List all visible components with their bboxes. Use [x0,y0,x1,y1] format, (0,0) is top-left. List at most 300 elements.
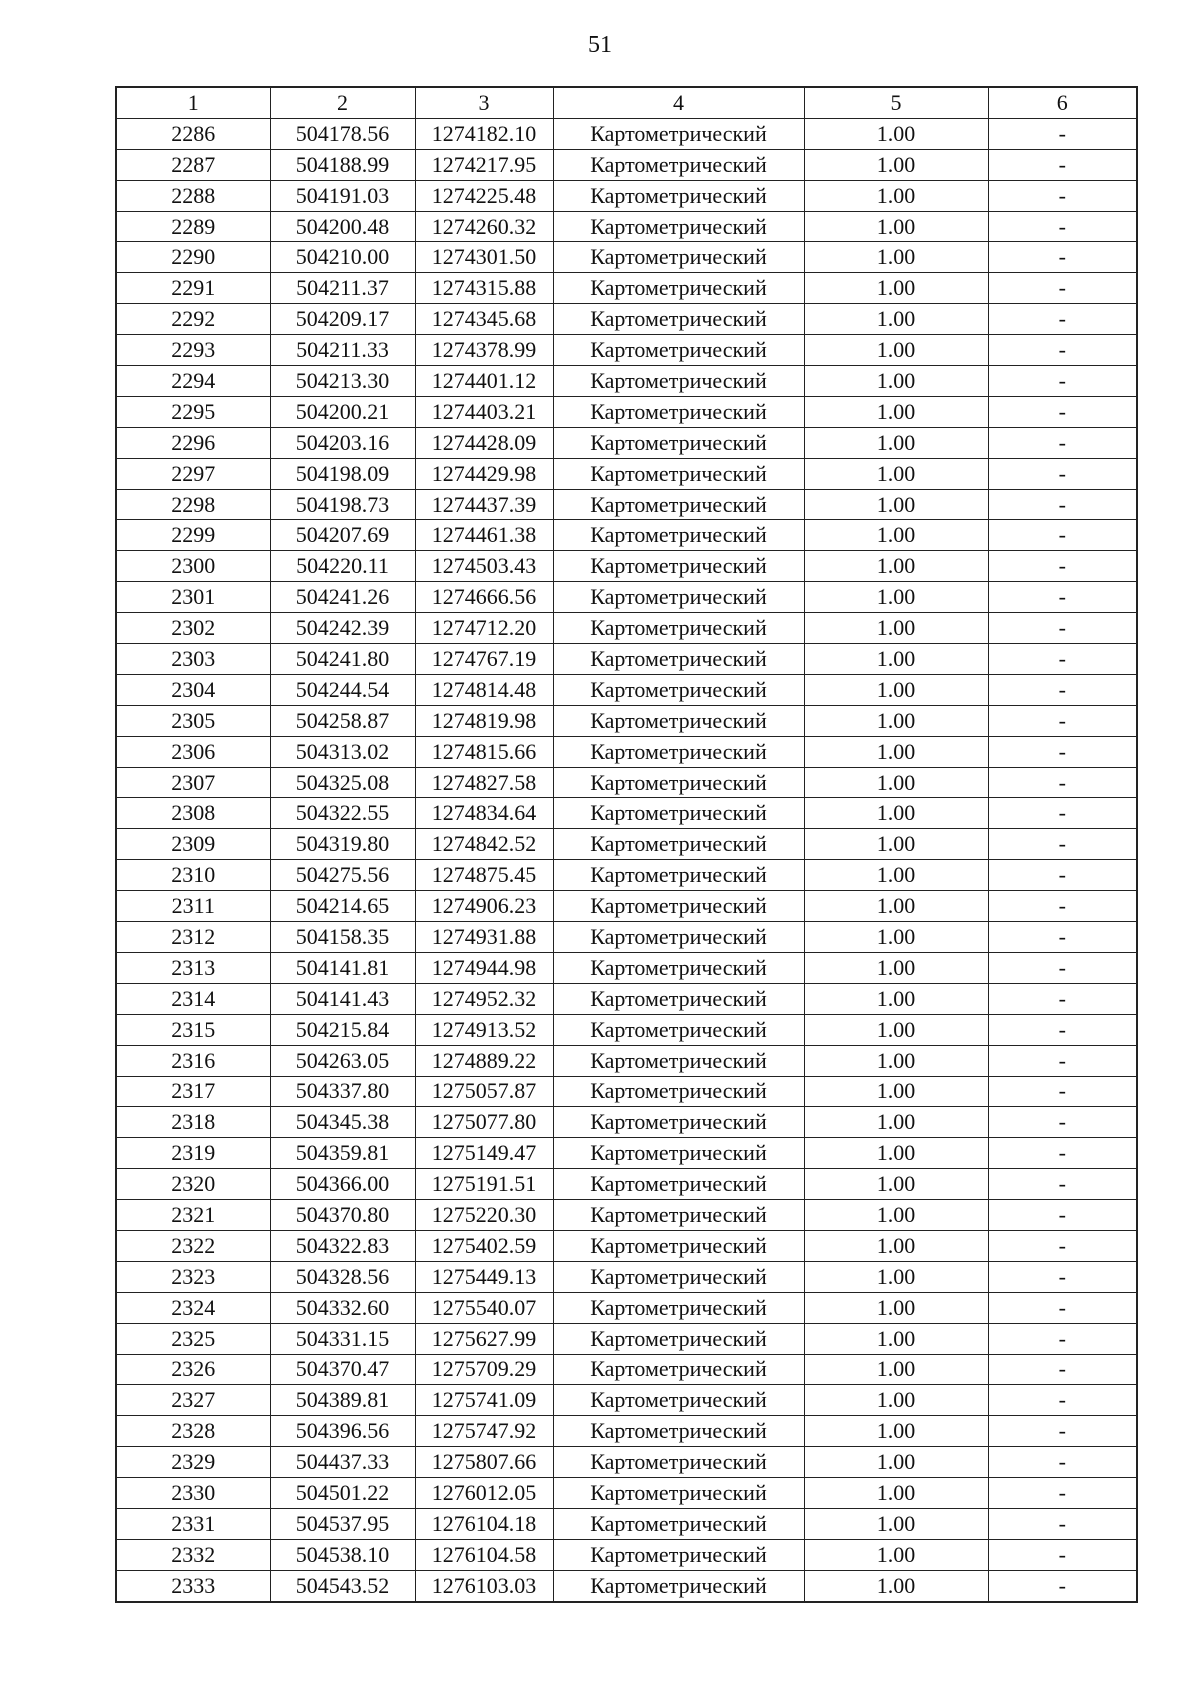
accuracy-cell: 1.00 [804,1230,988,1261]
table-row [116,242,1137,273]
method-cell: Картометрический [553,1076,804,1107]
accuracy-cell: 1.00 [804,1354,988,1385]
description-cell: - [988,922,1137,953]
method-cell: Картометрический [553,1570,804,1601]
description-cell: - [988,520,1137,551]
point-number-cell: 2316 [116,1045,270,1076]
method-cell: Картометрический [553,705,804,736]
description-cell: - [988,427,1137,458]
y-coordinate-cell: 1275220.30 [415,1200,553,1231]
x-coordinate-cell: 504345.38 [270,1107,415,1138]
method-cell: Картометрический [553,983,804,1014]
point-number-cell: 2302 [116,613,270,644]
point-number-cell: 2327 [116,1385,270,1416]
table-row [116,674,1137,705]
point-number-cell: 2293 [116,335,270,366]
point-number-cell: 2311 [116,891,270,922]
accuracy-cell: 1.00 [804,1447,988,1478]
x-coordinate-cell: 504244.54 [270,674,415,705]
table-row [116,335,1137,366]
x-coordinate-cell: 504220.11 [270,551,415,582]
accuracy-cell: 1.00 [804,613,988,644]
accuracy-cell: 1.00 [804,273,988,304]
table-row [116,1385,1137,1416]
method-cell: Картометрический [553,798,804,829]
method-cell: Картометрический [553,304,804,335]
y-coordinate-cell: 1274842.52 [415,829,553,860]
description-cell: - [988,1169,1137,1200]
x-coordinate-cell: 504359.81 [270,1138,415,1169]
table-row [116,1076,1137,1107]
point-number-cell: 2326 [116,1354,270,1385]
point-number-cell: 2305 [116,705,270,736]
accuracy-cell: 1.00 [804,1138,988,1169]
y-coordinate-cell: 1274906.23 [415,891,553,922]
y-coordinate-cell: 1274260.32 [415,211,553,242]
description-cell: - [988,891,1137,922]
table-row [116,1570,1137,1601]
description-cell: - [988,242,1137,273]
x-coordinate-cell: 504211.33 [270,335,415,366]
accuracy-cell: 1.00 [804,1416,988,1447]
method-cell: Картометрический [553,427,804,458]
table-row [116,304,1137,335]
description-cell: - [988,674,1137,705]
point-number-cell: 2325 [116,1323,270,1354]
table-row [116,1416,1137,1447]
method-cell: Картометрический [553,1014,804,1045]
point-number-cell: 2314 [116,983,270,1014]
x-coordinate-cell: 504322.83 [270,1230,415,1261]
accuracy-cell: 1.00 [804,1478,988,1509]
x-coordinate-cell: 504141.81 [270,952,415,983]
method-cell: Картометрический [553,1169,804,1200]
table-row [116,427,1137,458]
table-row [116,829,1137,860]
accuracy-cell: 1.00 [804,1261,988,1292]
y-coordinate-cell: 1274875.45 [415,860,553,891]
accuracy-cell: 1.00 [804,520,988,551]
point-number-cell: 2301 [116,582,270,613]
accuracy-cell: 1.00 [804,952,988,983]
header-row [116,87,1137,118]
y-coordinate-cell: 1274666.56 [415,582,553,613]
point-number-cell: 2303 [116,644,270,675]
y-coordinate-cell: 1274301.50 [415,242,553,273]
accuracy-cell: 1.00 [804,118,988,149]
point-number-cell: 2290 [116,242,270,273]
table-row [116,273,1137,304]
accuracy-cell: 1.00 [804,211,988,242]
description-cell: - [988,613,1137,644]
table-row [116,1508,1137,1539]
point-number-cell: 2300 [116,551,270,582]
point-number-cell: 2296 [116,427,270,458]
table-row [116,1354,1137,1385]
method-cell: Картометрический [553,458,804,489]
table-row [116,396,1137,427]
y-coordinate-cell: 1274428.09 [415,427,553,458]
point-number-cell: 2308 [116,798,270,829]
y-coordinate-cell: 1275627.99 [415,1323,553,1354]
y-coordinate-cell: 1274437.39 [415,489,553,520]
description-cell: - [988,396,1137,427]
accuracy-cell: 1.00 [804,1014,988,1045]
description-cell: - [988,1416,1137,1447]
y-coordinate-cell: 1276104.18 [415,1508,553,1539]
accuracy-cell: 1.00 [804,829,988,860]
accuracy-cell: 1.00 [804,674,988,705]
description-cell: - [988,1261,1137,1292]
description-cell: - [988,1478,1137,1509]
y-coordinate-cell: 1274944.98 [415,952,553,983]
y-coordinate-cell: 1275709.29 [415,1354,553,1385]
point-number-cell: 2329 [116,1447,270,1478]
point-number-cell: 2315 [116,1014,270,1045]
x-coordinate-cell: 504313.02 [270,736,415,767]
x-coordinate-cell: 504242.39 [270,613,415,644]
x-coordinate-cell: 504543.52 [270,1570,415,1601]
description-cell: - [988,1539,1137,1570]
header-cell-5: 5 [804,87,988,118]
y-coordinate-cell: 1274345.68 [415,304,553,335]
accuracy-cell: 1.00 [804,1200,988,1231]
method-cell: Картометрический [553,366,804,397]
x-coordinate-cell: 504437.33 [270,1447,415,1478]
description-cell: - [988,489,1137,520]
table-row [116,922,1137,953]
table-row [116,1478,1137,1509]
method-cell: Картометрический [553,273,804,304]
y-coordinate-cell: 1274814.48 [415,674,553,705]
point-number-cell: 2309 [116,829,270,860]
description-cell: - [988,551,1137,582]
x-coordinate-cell: 504322.55 [270,798,415,829]
method-cell: Картометрический [553,644,804,675]
point-number-cell: 2324 [116,1292,270,1323]
point-number-cell: 2313 [116,952,270,983]
x-coordinate-cell: 504366.00 [270,1169,415,1200]
x-coordinate-cell: 504258.87 [270,705,415,736]
table-row [116,983,1137,1014]
method-cell: Картометрический [553,551,804,582]
table-row [116,613,1137,644]
x-coordinate-cell: 504389.81 [270,1385,415,1416]
x-coordinate-cell: 504141.43 [270,983,415,1014]
accuracy-cell: 1.00 [804,983,988,1014]
accuracy-cell: 1.00 [804,705,988,736]
description-cell: - [988,582,1137,613]
method-cell: Картометрический [553,1107,804,1138]
x-coordinate-cell: 504191.03 [270,180,415,211]
description-cell: - [988,1292,1137,1323]
x-coordinate-cell: 504396.56 [270,1416,415,1447]
point-number-cell: 2297 [116,458,270,489]
method-cell: Картометрический [553,211,804,242]
point-number-cell: 2289 [116,211,270,242]
table-row [116,1014,1137,1045]
method-cell: Картометрический [553,1539,804,1570]
y-coordinate-cell: 1276103.03 [415,1570,553,1601]
x-coordinate-cell: 504178.56 [270,118,415,149]
description-cell: - [988,366,1137,397]
accuracy-cell: 1.00 [804,1076,988,1107]
table-row [116,798,1137,829]
table-row [116,1539,1137,1570]
table-row [116,1045,1137,1076]
description-cell: - [988,1200,1137,1231]
description-cell: - [988,1447,1137,1478]
point-number-cell: 2291 [116,273,270,304]
y-coordinate-cell: 1274378.99 [415,335,553,366]
description-cell: - [988,644,1137,675]
point-number-cell: 2304 [116,674,270,705]
table-row [116,582,1137,613]
description-cell: - [988,798,1137,829]
accuracy-cell: 1.00 [804,1323,988,1354]
accuracy-cell: 1.00 [804,1045,988,1076]
x-coordinate-cell: 504537.95 [270,1508,415,1539]
method-cell: Картометрический [553,489,804,520]
method-cell: Картометрический [553,1478,804,1509]
accuracy-cell: 1.00 [804,1539,988,1570]
accuracy-cell: 1.00 [804,798,988,829]
y-coordinate-cell: 1274217.95 [415,149,553,180]
table-row [116,366,1137,397]
method-cell: Картометрический [553,613,804,644]
table-row [116,736,1137,767]
y-coordinate-cell: 1274429.98 [415,458,553,489]
accuracy-cell: 1.00 [804,427,988,458]
y-coordinate-cell: 1275449.13 [415,1261,553,1292]
accuracy-cell: 1.00 [804,1508,988,1539]
accuracy-cell: 1.00 [804,489,988,520]
y-coordinate-cell: 1274834.64 [415,798,553,829]
description-cell: - [988,149,1137,180]
method-cell: Картометрический [553,335,804,366]
y-coordinate-cell: 1275540.07 [415,1292,553,1323]
x-coordinate-cell: 504501.22 [270,1478,415,1509]
accuracy-cell: 1.00 [804,1292,988,1323]
point-number-cell: 2306 [116,736,270,767]
y-coordinate-cell: 1274819.98 [415,705,553,736]
point-number-cell: 2333 [116,1570,270,1601]
point-number-cell: 2298 [116,489,270,520]
method-cell: Картометрический [553,180,804,211]
point-number-cell: 2307 [116,767,270,798]
accuracy-cell: 1.00 [804,1570,988,1601]
x-coordinate-cell: 504158.35 [270,922,415,953]
x-coordinate-cell: 504331.15 [270,1323,415,1354]
table-row [116,118,1137,149]
x-coordinate-cell: 504188.99 [270,149,415,180]
table-row [116,644,1137,675]
point-number-cell: 2328 [116,1416,270,1447]
accuracy-cell: 1.00 [804,891,988,922]
point-number-cell: 2299 [116,520,270,551]
header-cell-2: 2 [270,87,415,118]
point-number-cell: 2332 [116,1539,270,1570]
page-number: 51 [588,32,612,58]
y-coordinate-cell: 1276104.58 [415,1539,553,1570]
header-cell-1: 1 [116,87,270,118]
method-cell: Картометрический [553,860,804,891]
header-cell-3: 3 [415,87,553,118]
table-row [116,1261,1137,1292]
y-coordinate-cell: 1274403.21 [415,396,553,427]
y-coordinate-cell: 1274503.43 [415,551,553,582]
description-cell: - [988,1045,1137,1076]
method-cell: Картометрический [553,1200,804,1231]
table-row [116,1323,1137,1354]
y-coordinate-cell: 1274827.58 [415,767,553,798]
description-cell: - [988,304,1137,335]
accuracy-cell: 1.00 [804,335,988,366]
accuracy-cell: 1.00 [804,582,988,613]
y-coordinate-cell: 1275807.66 [415,1447,553,1478]
table-row [116,705,1137,736]
y-coordinate-cell: 1274225.48 [415,180,553,211]
x-coordinate-cell: 504211.37 [270,273,415,304]
method-cell: Картометрический [553,118,804,149]
point-number-cell: 2294 [116,366,270,397]
point-number-cell: 2312 [116,922,270,953]
point-number-cell: 2310 [116,860,270,891]
y-coordinate-cell: 1274712.20 [415,613,553,644]
description-cell: - [988,829,1137,860]
y-coordinate-cell: 1274815.66 [415,736,553,767]
x-coordinate-cell: 504241.26 [270,582,415,613]
x-coordinate-cell: 504332.60 [270,1292,415,1323]
description-cell: - [988,211,1137,242]
point-number-cell: 2330 [116,1478,270,1509]
x-coordinate-cell: 504241.80 [270,644,415,675]
y-coordinate-cell: 1275077.80 [415,1107,553,1138]
table-row [116,211,1137,242]
table-row [116,149,1137,180]
header-cell-4: 4 [553,87,804,118]
x-coordinate-cell: 504209.17 [270,304,415,335]
point-number-cell: 2319 [116,1138,270,1169]
method-cell: Картометрический [553,952,804,983]
method-cell: Картометрический [553,829,804,860]
x-coordinate-cell: 504200.21 [270,396,415,427]
method-cell: Картометрический [553,1385,804,1416]
y-coordinate-cell: 1274931.88 [415,922,553,953]
accuracy-cell: 1.00 [804,242,988,273]
accuracy-cell: 1.00 [804,551,988,582]
x-coordinate-cell: 504200.48 [270,211,415,242]
y-coordinate-cell: 1274952.32 [415,983,553,1014]
accuracy-cell: 1.00 [804,1169,988,1200]
y-coordinate-cell: 1274182.10 [415,118,553,149]
accuracy-cell: 1.00 [804,922,988,953]
method-cell: Картометрический [553,1508,804,1539]
method-cell: Картометрический [553,891,804,922]
description-cell: - [988,335,1137,366]
point-number-cell: 2320 [116,1169,270,1200]
x-coordinate-cell: 504370.80 [270,1200,415,1231]
point-number-cell: 2331 [116,1508,270,1539]
x-coordinate-cell: 504325.08 [270,767,415,798]
table-row [116,1107,1137,1138]
accuracy-cell: 1.00 [804,304,988,335]
description-cell: - [988,860,1137,891]
x-coordinate-cell: 504328.56 [270,1261,415,1292]
y-coordinate-cell: 1274889.22 [415,1045,553,1076]
accuracy-cell: 1.00 [804,149,988,180]
table-row [116,1292,1137,1323]
y-coordinate-cell: 1274401.12 [415,366,553,397]
method-cell: Картометрический [553,674,804,705]
table-header [116,87,1137,118]
description-cell: - [988,736,1137,767]
y-coordinate-cell: 1275057.87 [415,1076,553,1107]
description-cell: - [988,1014,1137,1045]
method-cell: Картометрический [553,1230,804,1261]
coordinates-table [115,86,1138,1603]
accuracy-cell: 1.00 [804,180,988,211]
table-row [116,952,1137,983]
x-coordinate-cell: 504275.56 [270,860,415,891]
method-cell: Картометрический [553,242,804,273]
point-number-cell: 2286 [116,118,270,149]
description-cell: - [988,273,1137,304]
x-coordinate-cell: 504538.10 [270,1539,415,1570]
method-cell: Картометрический [553,149,804,180]
x-coordinate-cell: 504203.16 [270,427,415,458]
description-cell: - [988,767,1137,798]
y-coordinate-cell: 1274315.88 [415,273,553,304]
table-row [116,1200,1137,1231]
point-number-cell: 2288 [116,180,270,211]
y-coordinate-cell: 1275747.92 [415,1416,553,1447]
table-row [116,860,1137,891]
table-row [116,458,1137,489]
description-cell: - [988,1076,1137,1107]
table-row [116,1138,1137,1169]
accuracy-cell: 1.00 [804,644,988,675]
y-coordinate-cell: 1274767.19 [415,644,553,675]
description-cell: - [988,983,1137,1014]
accuracy-cell: 1.00 [804,366,988,397]
method-cell: Картометрический [553,1354,804,1385]
x-coordinate-cell: 504214.65 [270,891,415,922]
table-row [116,489,1137,520]
description-cell: - [988,952,1137,983]
description-cell: - [988,118,1137,149]
point-number-cell: 2295 [116,396,270,427]
y-coordinate-cell: 1275402.59 [415,1230,553,1261]
description-cell: - [988,1354,1137,1385]
method-cell: Картометрический [553,1447,804,1478]
y-coordinate-cell: 1274913.52 [415,1014,553,1045]
description-cell: - [988,1107,1137,1138]
description-cell: - [988,1385,1137,1416]
point-number-cell: 2317 [116,1076,270,1107]
method-cell: Картометрический [553,1138,804,1169]
description-cell: - [988,180,1137,211]
y-coordinate-cell: 1275191.51 [415,1169,553,1200]
accuracy-cell: 1.00 [804,736,988,767]
point-number-cell: 2318 [116,1107,270,1138]
x-coordinate-cell: 504213.30 [270,366,415,397]
table-row [116,520,1137,551]
x-coordinate-cell: 504337.80 [270,1076,415,1107]
method-cell: Картометрический [553,767,804,798]
table-row [116,1169,1137,1200]
table-row [116,1230,1137,1261]
